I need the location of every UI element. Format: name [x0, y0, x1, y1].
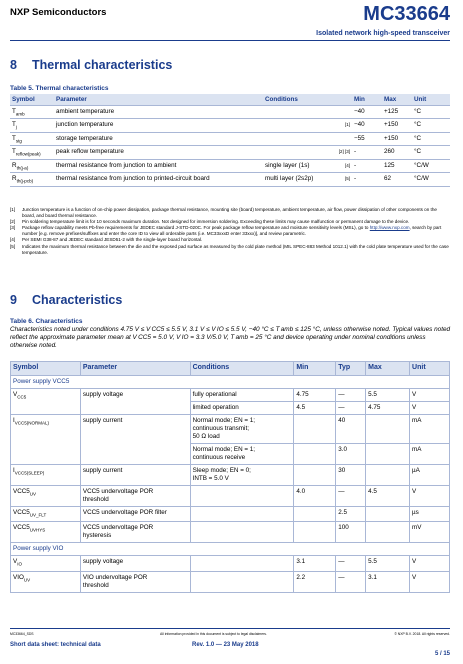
symbol: VCC5: [13, 488, 30, 495]
symbol-subscript: j: [15, 124, 17, 129]
col-header: Symbol: [10, 94, 54, 105]
symbol: T: [12, 120, 16, 128]
note-item: [5] Indicates the maximum thermal resistance between the die and the exposed pad surface as measured by the cold plate method (MIL SPEC-883 Method 1012.1) with the cold plate temperature used for the case temperature.: [10, 243, 449, 255]
thermal-characteristics-table: [10, 94, 450, 187]
section-title: Thermal characteristics: [32, 58, 173, 72]
min: 2.2: [294, 571, 336, 592]
min: 3.1: [294, 556, 336, 571]
group-row: [11, 376, 450, 389]
max: [366, 522, 410, 543]
group-label: Power supply VIO: [11, 543, 450, 556]
note-item: [4] Per SEMI G38-87 and JEDEC standard JESD51-2 with the single-layer board horizontal.: [10, 237, 203, 243]
conditions: [190, 522, 294, 543]
symbol: I: [13, 467, 15, 474]
table-5-notes: [10, 207, 450, 256]
max: 62: [382, 173, 412, 186]
parameter: VIO undervoltage POR threshold: [80, 571, 190, 592]
conditions: [263, 105, 352, 118]
col-header: Parameter: [80, 362, 190, 376]
section-8-heading: [10, 58, 172, 72]
col-header: Max: [366, 362, 410, 376]
min: -: [352, 173, 382, 186]
table-header-row: [11, 362, 450, 376]
col-header: Parameter: [54, 94, 263, 105]
group-label: Power supply VCC5: [11, 376, 450, 389]
symbol-subscript: stg: [15, 138, 22, 144]
min: -: [352, 160, 382, 173]
col-header: Min: [294, 362, 336, 376]
symbol: V: [13, 558, 18, 566]
table-6-intro: Characteristics noted under conditions 4.75 V ≤ V CC5 ≤ 5.5 V, 3.1 V ≤ V IO ≤ 5.5 V, −40 °C ≤ T amb ≤ 125 °C, unless otherwise noted. Typical values noted reflect the approximate parameter mean at V CC5 = 5.0 V, V IO = 3.3 V/5.0 V, T amb = 25 °C and device operating under nominal conditions unless otherwise noted.: [10, 326, 451, 349]
parameter: junction temperature: [54, 118, 263, 132]
footer-disclaimer: All information provided in this document is subject to legal disclaimers.: [160, 632, 267, 636]
max: [366, 465, 410, 486]
symbol: R: [12, 162, 17, 170]
conditions: limited operation: [190, 402, 294, 415]
unit: V: [410, 556, 450, 571]
unit: °C: [412, 146, 450, 160]
symbol-subscript: VCC5(SLEEP): [14, 470, 45, 476]
parameter: VCC5 undervoltage POR threshold: [80, 486, 190, 507]
footnote-ref: [4]: [344, 163, 350, 169]
col-header: Unit: [412, 94, 450, 105]
part-number: MC33664: [363, 3, 450, 25]
unit: mA: [410, 444, 450, 465]
unit: °C/W: [412, 173, 450, 186]
footer-doc-id: MC33664_SDS: [10, 632, 34, 636]
symbol: VCC5: [13, 524, 30, 532]
characteristics-table: [10, 361, 450, 593]
unit: V: [410, 402, 450, 415]
symbol-subscript: UVHYS: [29, 527, 46, 533]
typ: —: [336, 556, 366, 571]
typ: 30: [336, 465, 366, 486]
conditions: [190, 571, 294, 592]
max: 260: [382, 146, 412, 160]
footnote-ref: [2] [3]: [338, 149, 350, 155]
symbol-subscript: th(j-pcb): [16, 178, 34, 184]
table-row: [11, 465, 450, 486]
symbol: VIO: [13, 573, 24, 581]
conditions: Normal mode; EN = 1; continuous transmit; 50 Ω load: [190, 415, 294, 444]
page-number: 5 / 15: [434, 651, 450, 657]
min: −40: [352, 105, 382, 118]
table-row: [10, 146, 450, 160]
conditions: [263, 132, 352, 145]
conditions: [190, 486, 294, 507]
symbol: I: [13, 417, 15, 424]
max: +150: [382, 132, 412, 145]
col-header: Unit: [410, 362, 450, 376]
unit: °C: [412, 105, 450, 118]
parameter: thermal resistance from junction to ambient: [54, 160, 263, 173]
symbol: VCC5: [13, 509, 30, 516]
symbol-subscript: th(j-a): [16, 165, 29, 171]
parameter: ambient temperature: [54, 105, 263, 118]
min: 4.5: [294, 402, 336, 415]
typ: —: [336, 486, 366, 507]
unit: V: [410, 571, 450, 592]
min: 4.0: [294, 486, 336, 507]
parameter: supply voltage: [80, 556, 190, 571]
footer-rule: [10, 628, 450, 629]
col-header: Conditions: [190, 362, 294, 376]
symbol-subscript: CC5: [17, 394, 27, 400]
section-title: Characteristics: [32, 293, 123, 307]
table-row: [10, 118, 450, 132]
col-header: Max: [382, 94, 412, 105]
parameter: supply voltage: [80, 389, 190, 415]
company-name: NXP Semiconductors: [10, 7, 107, 18]
typ: 3.0: [336, 444, 366, 465]
min: [294, 444, 336, 465]
min: [294, 522, 336, 543]
table-row: [11, 571, 450, 592]
typ: —: [336, 571, 366, 592]
min: -: [352, 146, 382, 160]
footnote-ref: [5]: [344, 176, 350, 182]
parameter: supply current: [80, 415, 190, 465]
symbol-subscript: IO: [17, 561, 22, 567]
typ: —: [336, 402, 366, 415]
symbol-subscript: UV: [29, 491, 37, 497]
symbol-subscript: UV_FLT: [29, 512, 47, 518]
conditions: [190, 556, 294, 571]
typ: 100: [336, 522, 366, 543]
unit: °C/W: [412, 160, 450, 173]
col-header: Typ: [336, 362, 366, 376]
table-row: [10, 173, 450, 186]
table-row: [11, 415, 450, 444]
section-9-heading: [10, 293, 122, 307]
nxp-website-link[interactable]: http://www.nxp.com: [369, 225, 410, 231]
symbol: T: [12, 148, 16, 156]
conditions: [190, 507, 294, 522]
table-6-title: Table 6. Characteristics: [10, 318, 83, 325]
max: +125: [382, 105, 412, 118]
min: −40: [352, 118, 382, 132]
col-header: Min: [352, 94, 382, 105]
unit: V: [410, 486, 450, 507]
note-item: [2] Pin soldering temperature limit is for 10 seconds maximum duration. Not designed for immersion soldering. Exceeding these limits may cause malfunction or permanent damage to the device.: [10, 219, 410, 225]
symbol: V: [13, 391, 18, 398]
table-row: [10, 105, 450, 118]
unit: µA: [410, 465, 450, 486]
footnote-ref: [1]: [344, 121, 350, 127]
table-row: [11, 556, 450, 571]
conditions: fully operational: [190, 389, 294, 402]
document-subtitle: Isolated network high-speed transceiver: [316, 30, 450, 37]
col-header: Symbol: [11, 362, 81, 376]
max: 5.5: [366, 556, 410, 571]
symbol-subscript: reflow(peak): [15, 151, 41, 157]
conditions: Normal mode; EN = 1; continuous receive: [190, 444, 294, 465]
parameter: supply current: [80, 465, 190, 486]
conditions: Sleep mode; EN = 0; INTB = 5.0 V: [190, 465, 294, 486]
typ: 40: [336, 415, 366, 444]
unit: °C: [412, 118, 450, 132]
footer-doc-type: Short data sheet: technical data: [10, 642, 101, 648]
conditions: single layer (1s): [265, 162, 310, 170]
unit: mV: [410, 522, 450, 543]
min: −55: [352, 132, 382, 145]
note-item: [3] Package reflow capability meets Pb-free requirements for JEDEC standard J-STD-020C. For peak package reflow temperature and moisture sensitivity levels (MSL), go to http://www.nxp.com, search by part number [e.g. remove prefixes/suffixes and enter the core ID to view all orderable parts (i.e. MC33xxxD enter 33xxx)], and review parametric.: [10, 225, 442, 237]
symbol-subscript: UV: [23, 576, 31, 582]
max: [366, 415, 410, 444]
max: [366, 444, 410, 465]
conditions: multi layer (2s2p): [265, 175, 314, 183]
table-row: [11, 522, 450, 543]
header-rule: [10, 40, 450, 41]
col-header: Conditions: [263, 94, 352, 105]
parameter: storage temperature: [54, 132, 263, 145]
typ: —: [336, 389, 366, 402]
unit: µs: [410, 507, 450, 522]
max: 3.1: [366, 571, 410, 592]
table-row: [11, 486, 450, 507]
parameter: VCC5 undervoltage POR filter: [80, 507, 190, 522]
table-row: [10, 132, 450, 145]
parameter: VCC5 undervoltage POR hysteresis: [80, 522, 190, 543]
symbol-subscript: VCC5(NORMAL): [14, 420, 50, 426]
section-number: 8: [10, 58, 17, 72]
max: +150: [382, 118, 412, 132]
table-header-row: [10, 94, 450, 105]
min: [294, 507, 336, 522]
max: 4.75: [366, 402, 410, 415]
symbol: T: [12, 134, 16, 142]
table-5-title: Table 5. Thermal characteristics: [10, 85, 109, 92]
group-row: [11, 543, 450, 556]
typ: 2.5: [336, 507, 366, 522]
parameter: thermal resistance from junction to printed-circuit board: [54, 173, 263, 186]
table-row: [11, 507, 450, 522]
table-row: [10, 160, 450, 173]
symbol-subscript: amb: [15, 110, 25, 116]
min: [294, 465, 336, 486]
unit: mA: [410, 415, 450, 444]
min: [294, 415, 336, 444]
max: 5.5: [366, 389, 410, 402]
footer-copyright: © NXP B.V. 2018. All rights reserved.: [394, 632, 450, 636]
footer-revision: Rev. 1.0 — 23 May 2018: [192, 642, 259, 648]
max: 125: [382, 160, 412, 173]
symbol: R: [12, 175, 17, 183]
unit: °C: [412, 132, 450, 145]
table-row: [11, 389, 450, 402]
unit: V: [410, 389, 450, 402]
max: 4.5: [366, 486, 410, 507]
parameter: peak reflow temperature: [54, 146, 263, 160]
max: [366, 507, 410, 522]
note-item: [1] Junction temperature is a function of on-chip power dissipation, package thermal resistance, mounting site (board) temperature, ambient temperature, air flow, power dissipation of other components on the board, and board thermal resistance.: [10, 207, 437, 219]
min: 4.75: [294, 389, 336, 402]
symbol: T: [12, 107, 16, 115]
section-number: 9: [10, 293, 17, 307]
